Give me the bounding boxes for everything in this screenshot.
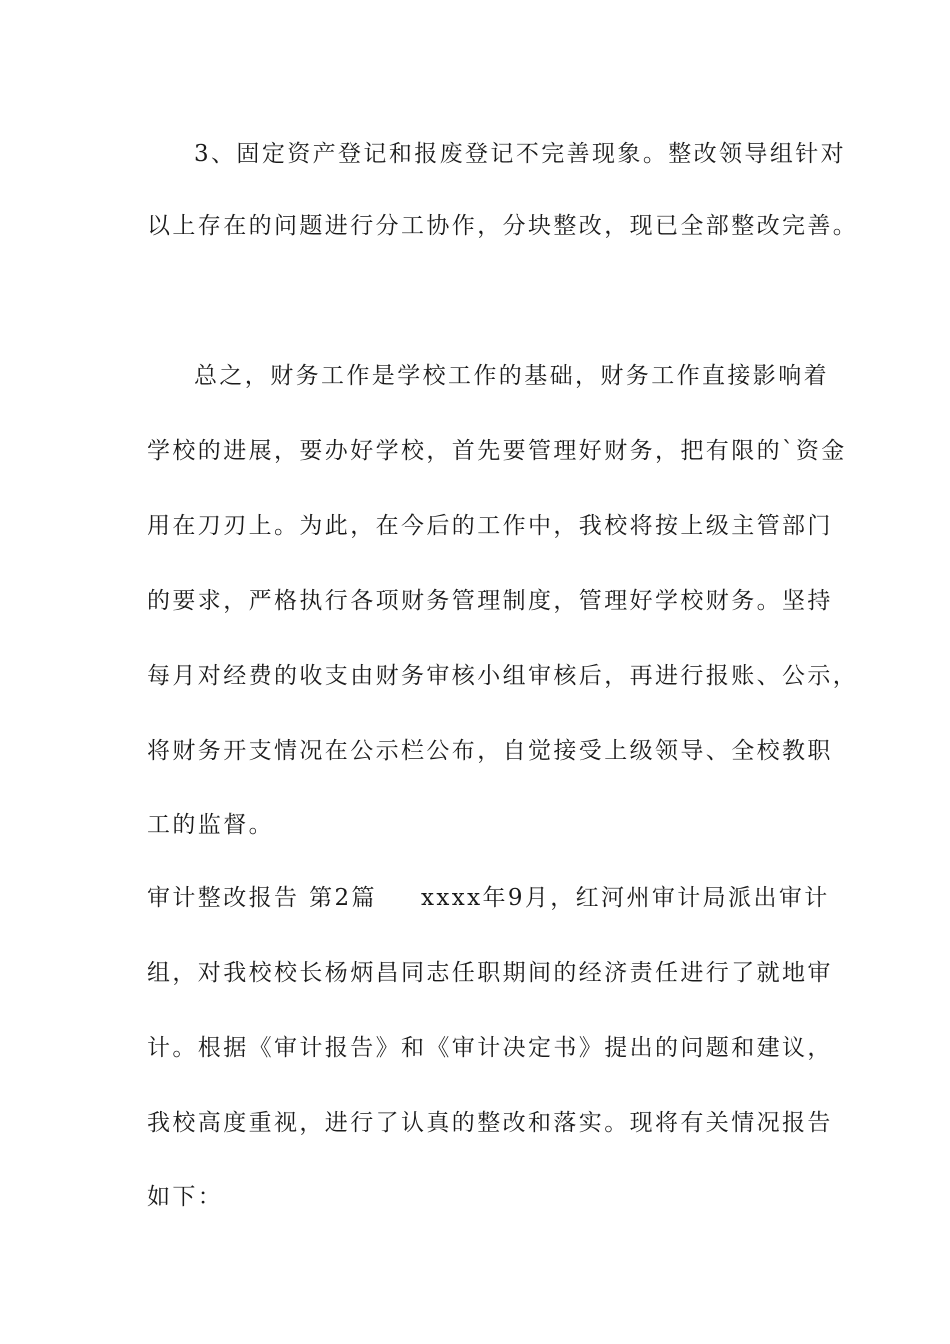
paragraph-2-line-6: 将财务开支情况在公示栏公布，自觉接受上级领导、全校教职: [147, 738, 833, 764]
paragraph-2-line-7: 工的监督。: [147, 812, 274, 838]
section-2-line-3: 计。根据《审计报告》和《审计决定书》提出的问题和建议，: [147, 1035, 833, 1061]
section-2-line-2: 组，对我校校长杨炳昌同志任职期间的经济责任进行了就地审: [147, 960, 833, 986]
paragraph-2-line-4: 的要求，严格执行各项财务管理制度，管理好学校财务。坚持: [147, 588, 833, 614]
section-2-first-line: [147, 883, 830, 913]
section-2-line-1: xxxx年9月，红河州审计局派出审计: [420, 885, 830, 911]
paragraph-2-line-1: 总之，财务工作是学校工作的基础，财务工作直接影响着: [194, 363, 829, 389]
section-2-title: 审计整改报告 第2篇: [147, 885, 377, 911]
paragraph-2-line-5: 每月对经费的收支由财务审核小组审核后，再进行报账、公示，: [147, 663, 859, 689]
paragraph-2-line-2: 学校的进展，要办好学校，首先要管理好财务，把有限的`资金: [147, 438, 847, 464]
paragraph-1-line-1: 3、固定资产登记和报废登记不完善现象。整改领导组针对: [194, 141, 847, 167]
section-2-line-4: 我校高度重视，进行了认真的整改和落实。现将有关情况报告: [147, 1110, 833, 1136]
section-2-line-5: 如下：: [147, 1184, 224, 1210]
paragraph-2-line-3: 用在刀刃上。为此，在今后的工作中，我校将按上级主管部门: [147, 513, 833, 539]
paragraph-1-line-2: 以上存在的问题进行分工协作，分块整改，现已全部整改完善。: [147, 213, 859, 239]
